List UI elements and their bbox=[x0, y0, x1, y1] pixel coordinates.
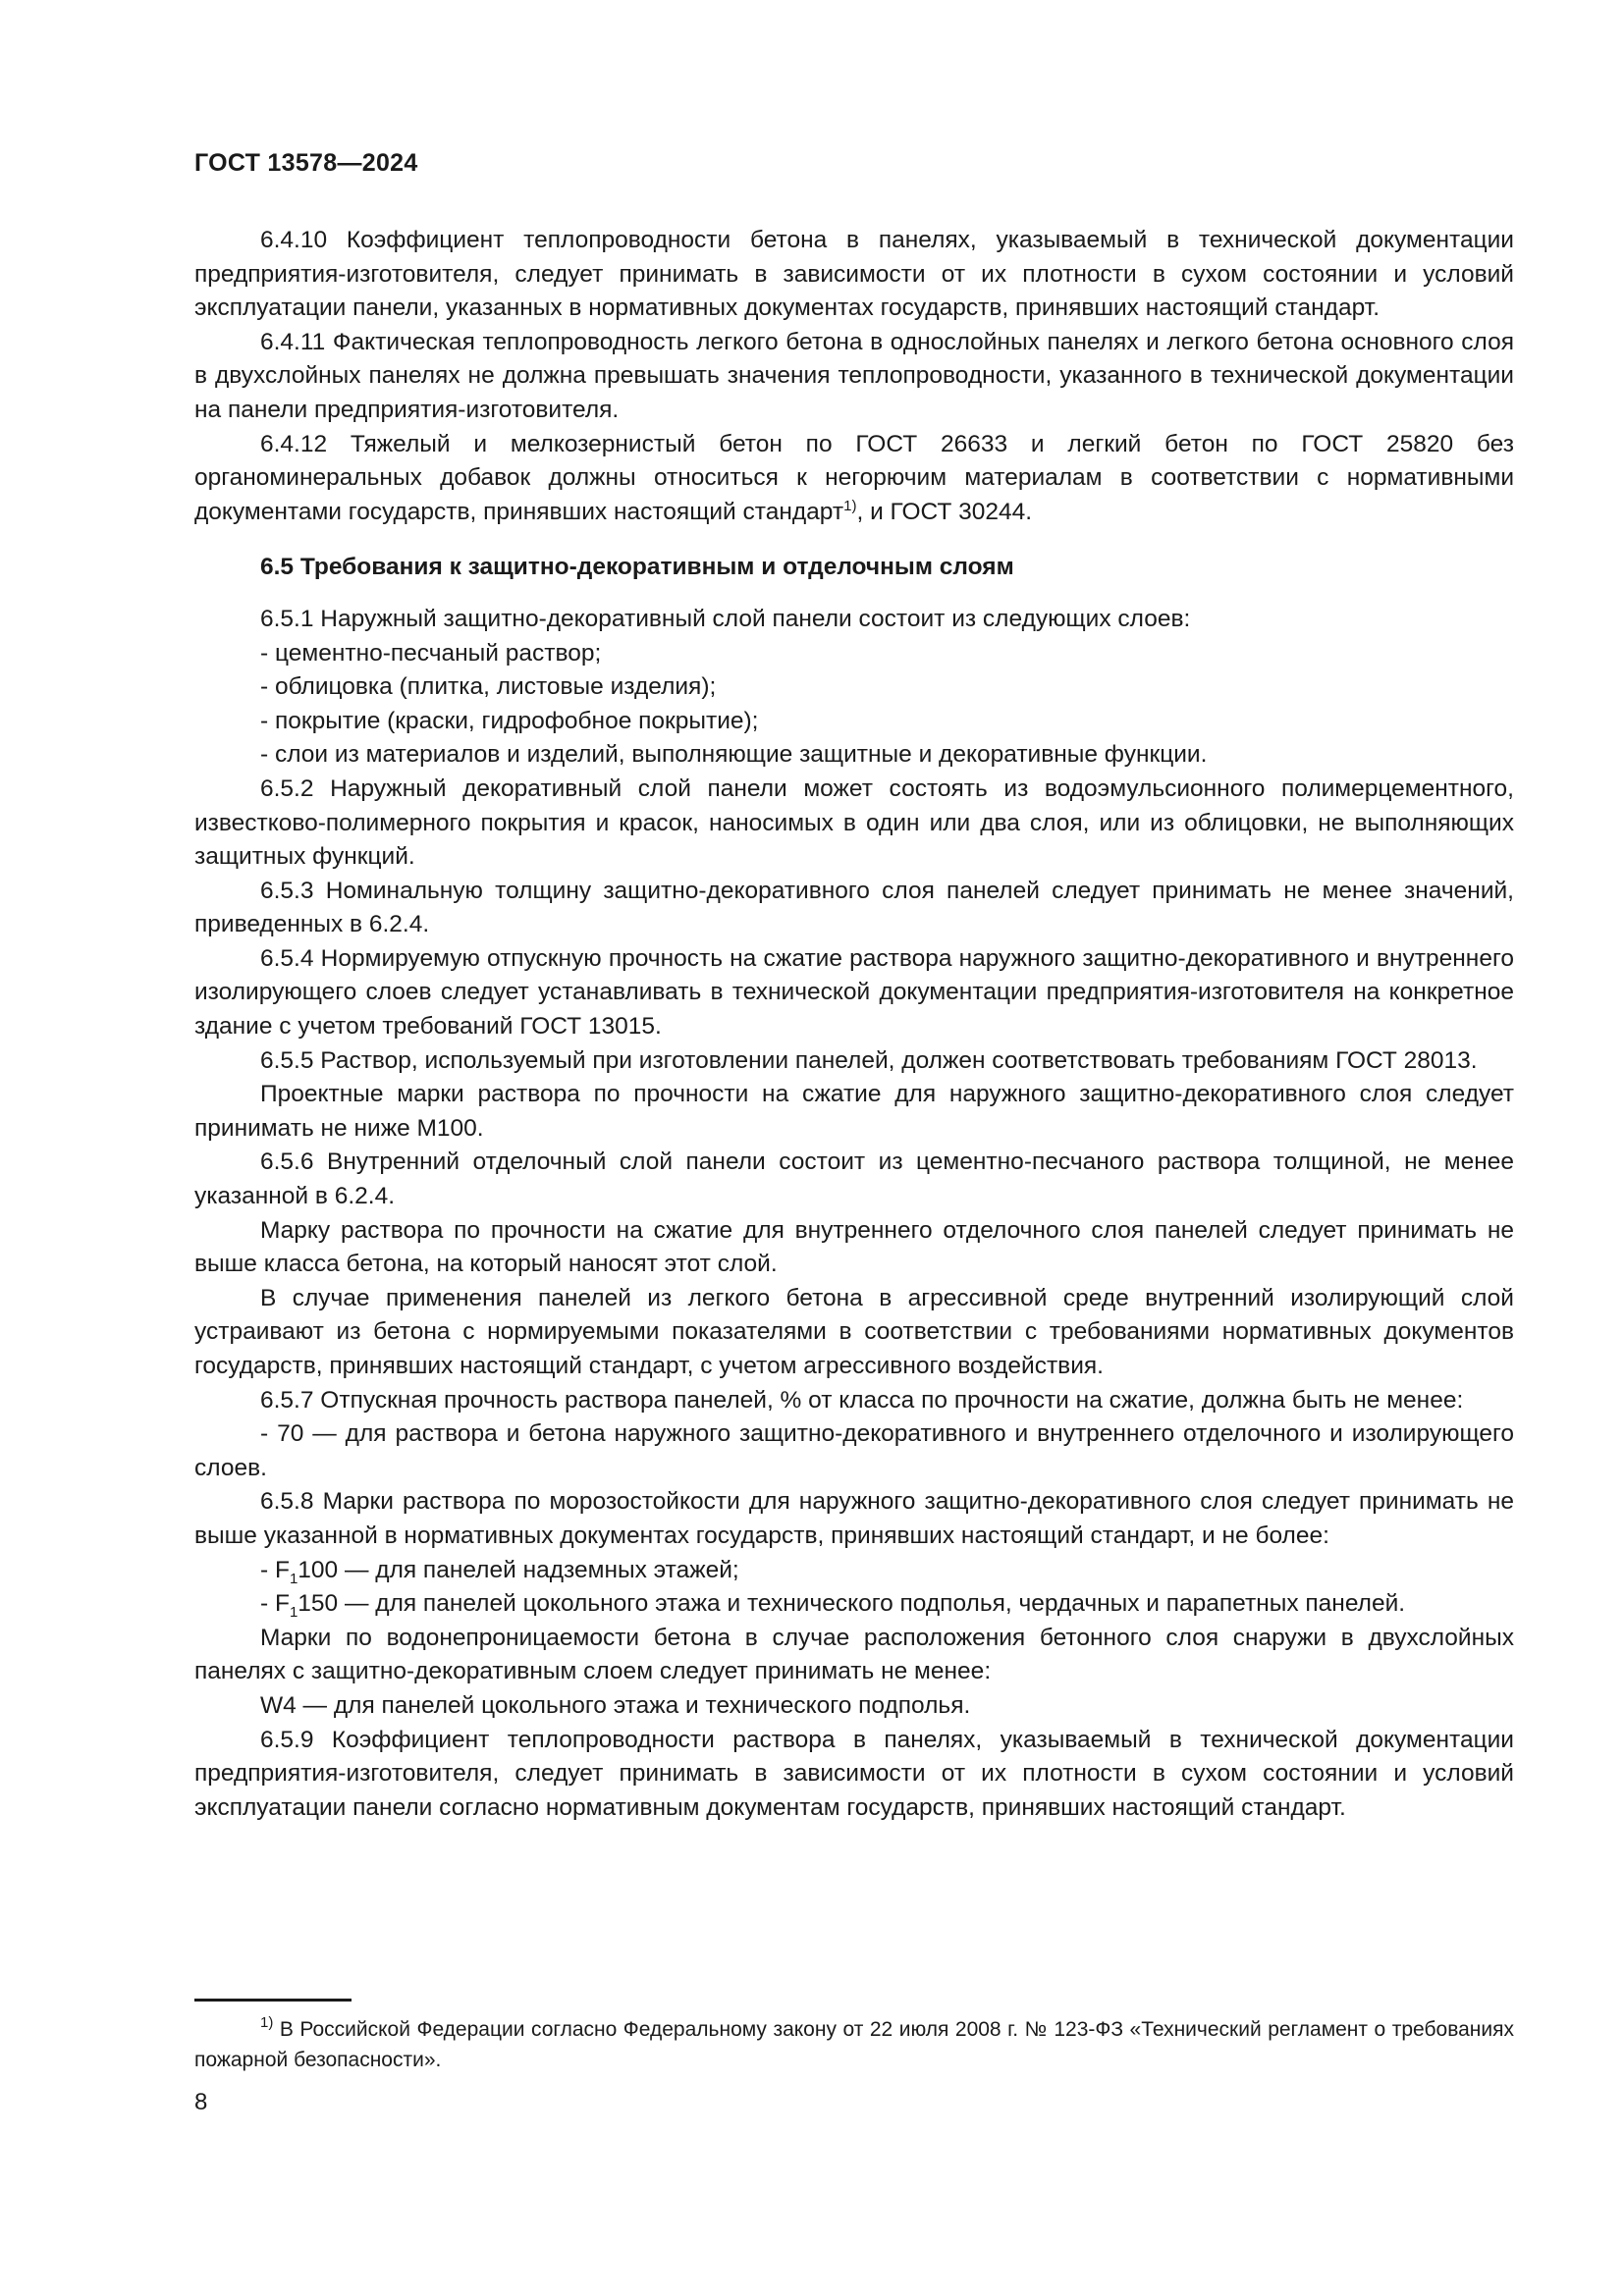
document-header: ГОСТ 13578—2024 bbox=[194, 149, 418, 177]
f150-subscript: 1 bbox=[289, 1604, 298, 1622]
f100-prefix: - F bbox=[260, 1556, 290, 1583]
list-item: - цементно-песчаный раствор; bbox=[260, 639, 602, 667]
list-item-w4: W4 — для панелей цокольного этажа и технического подполья. bbox=[260, 1691, 971, 1719]
paragraph-6-4-12 bbox=[194, 428, 1514, 530]
list-item-f100 bbox=[194, 1554, 1514, 1588]
paragraph-6-4-10: 6.4.10 Коэффициент теплопроводности бетона в панелях, указываемый в технической документации предприятия-изготовителя, следует принимать в зависимости от их плотности в сухом состоянии и условий эксплуатации панели, указанных в нормативных документах государств, принявших настоящий стандарт. bbox=[194, 227, 1514, 322]
paragraph-6-5-6-aggressive: В случае применения панелей из легкого бетона в агрессивной среде внутренний изолирующий слой устраивают из бетона с нормируемыми показателями в соответствии с требованиями нормативных документов государств, принявших настоящий стандарт, с учетом агрессивного воздействия. bbox=[194, 1284, 1514, 1379]
list-item: - облицовка (плитка, листовые изделия); bbox=[260, 673, 717, 701]
paragraph-6-5-5-grades: Проектные марки раствора по прочности на сжатие для наружного защитно-декоративного слоя следует принимать не ниже М100. bbox=[194, 1081, 1514, 1142]
paragraph-6-5-3: 6.5.3 Номинальную толщину защитно-декоративного слоя панелей следует принимать не менее значений, приведенных в 6.2.4. bbox=[194, 877, 1514, 938]
paragraph-6-5-2: 6.5.2 Наружный декоративный слой панели может состоять из водоэмульсионного полимерцементного, известково-полимерного покрытия и красок, наносимых в один или два слоя, или из облицовки, не выполняющих защитных функций. bbox=[194, 774, 1514, 871]
paragraph-6-4-12-text: 6.4.12 Тяжелый и мелкозернистый бетон по ГОСТ 26633 и легкий бетон по ГОСТ 25820 без органоминеральных добавок должны относиться к негорючим материалам в соответствии с нормативными документами государств, принявших настоящий стандарт bbox=[194, 430, 1514, 525]
paragraph-6-4-11: 6.4.11 Фактическая теплопроводность легкого бетона в однослойных панелях и легкого бетона основного слоя в двухслойных панелях не должна превышать значения теплопроводности, указанного в технической документации на панели предприятия-изготовителя. bbox=[194, 328, 1514, 423]
page-number: 8 bbox=[194, 2089, 208, 2115]
f150-prefix: - F bbox=[260, 1590, 290, 1618]
footnote-reference: 1) bbox=[843, 497, 857, 514]
paragraph-6-5-9: 6.5.9 Коэффициент теплопроводности раствора в панелях, указываемый в технической документации предприятия-изготовителя, следует принимать в зависимости от их плотности в сухом состоянии и условий эксплуатации панели согласно нормативным документам государств, принявших настоящий стандарт. bbox=[194, 1726, 1514, 1821]
list-item: - покрытие (краски, гидрофобное покрытие); bbox=[260, 707, 759, 734]
paragraph-6-5-4: 6.5.4 Нормируемую отпускную прочность на сжатие раствора наружного защитно-декоративного и внутреннего изолирующего слоев следует устанавливать в технической документации предприятия-изготовителя на конкретное здание с учетом требований ГОСТ 13015. bbox=[194, 944, 1514, 1041]
paragraph-6-5-6-grade: Марку раствора по прочности на сжатие для внутреннего отделочного слоя панелей следует принимать не выше класса бетона, на который наносят этот слой. bbox=[194, 1216, 1514, 1278]
section-heading-6-5: 6.5 Требования к защитно-декоративным и отделочным слоям bbox=[260, 554, 1014, 581]
document-body bbox=[194, 224, 1514, 1825]
paragraph-6-5-8: 6.5.8 Марки раствора по морозостойкости для наружного защитно-декоративного слоя следует принимать не выше указанной в нормативных документах государств, принявших настоящий стандарт, и не более: bbox=[194, 1488, 1514, 1549]
footnote-divider bbox=[194, 1999, 352, 2002]
paragraph-6-5-7: 6.5.7 Отпускная прочность раствора панелей, % от класса по прочности на сжатие, должна быть не менее: bbox=[260, 1386, 1464, 1414]
paragraph-6-5-8-water: Марки по водонепроницаемости бетона в случае расположения бетонного слоя снаружи в двухслойных панелях с защитно-декоративным слоем следует принимать не менее: bbox=[194, 1624, 1514, 1685]
paragraph-6-5-1: 6.5.1 Наружный защитно-декоративный слой панели состоит из следующих слоев: bbox=[260, 605, 1191, 632]
paragraph-6-5-6: 6.5.6 Внутренний отделочный слой панели состоит из цементно-песчаного раствора толщиной, не менее указанной в 6.2.4. bbox=[194, 1148, 1514, 1210]
f150-text: 150 — для панелей цокольного этажа и технического подполья, чердачных и парапетных панелей. bbox=[298, 1590, 1406, 1618]
f100-subscript: 1 bbox=[289, 1570, 298, 1587]
f100-text: 100 — для панелей надземных этажей; bbox=[298, 1556, 739, 1583]
paragraph-6-4-12-end: , и ГОСТ 30244. bbox=[856, 498, 1033, 525]
paragraph-6-5-5: 6.5.5 Раствор, используемый при изготовлении панелей, должен соответствовать требованиям ГОСТ 28013. bbox=[260, 1046, 1478, 1074]
footnote-marker: 1) bbox=[260, 2014, 274, 2031]
list-item: - слои из материалов и изделий, выполняющие защитные и декоративные функции. bbox=[260, 741, 1208, 769]
footnote-text: В Российской Федерации согласно Федеральному закону от 22 июля 2008 г. № 123-ФЗ «Технический регламент о требованиях пожарной безопасности». bbox=[194, 2018, 1514, 2071]
list-item-f150 bbox=[194, 1587, 1514, 1622]
paragraph-6-5-7-item: - 70 — для раствора и бетона наружного защитно-декоративного и внутреннего отделочного и изолирующего слоев. bbox=[194, 1420, 1514, 1481]
footnote bbox=[194, 2014, 1514, 2075]
